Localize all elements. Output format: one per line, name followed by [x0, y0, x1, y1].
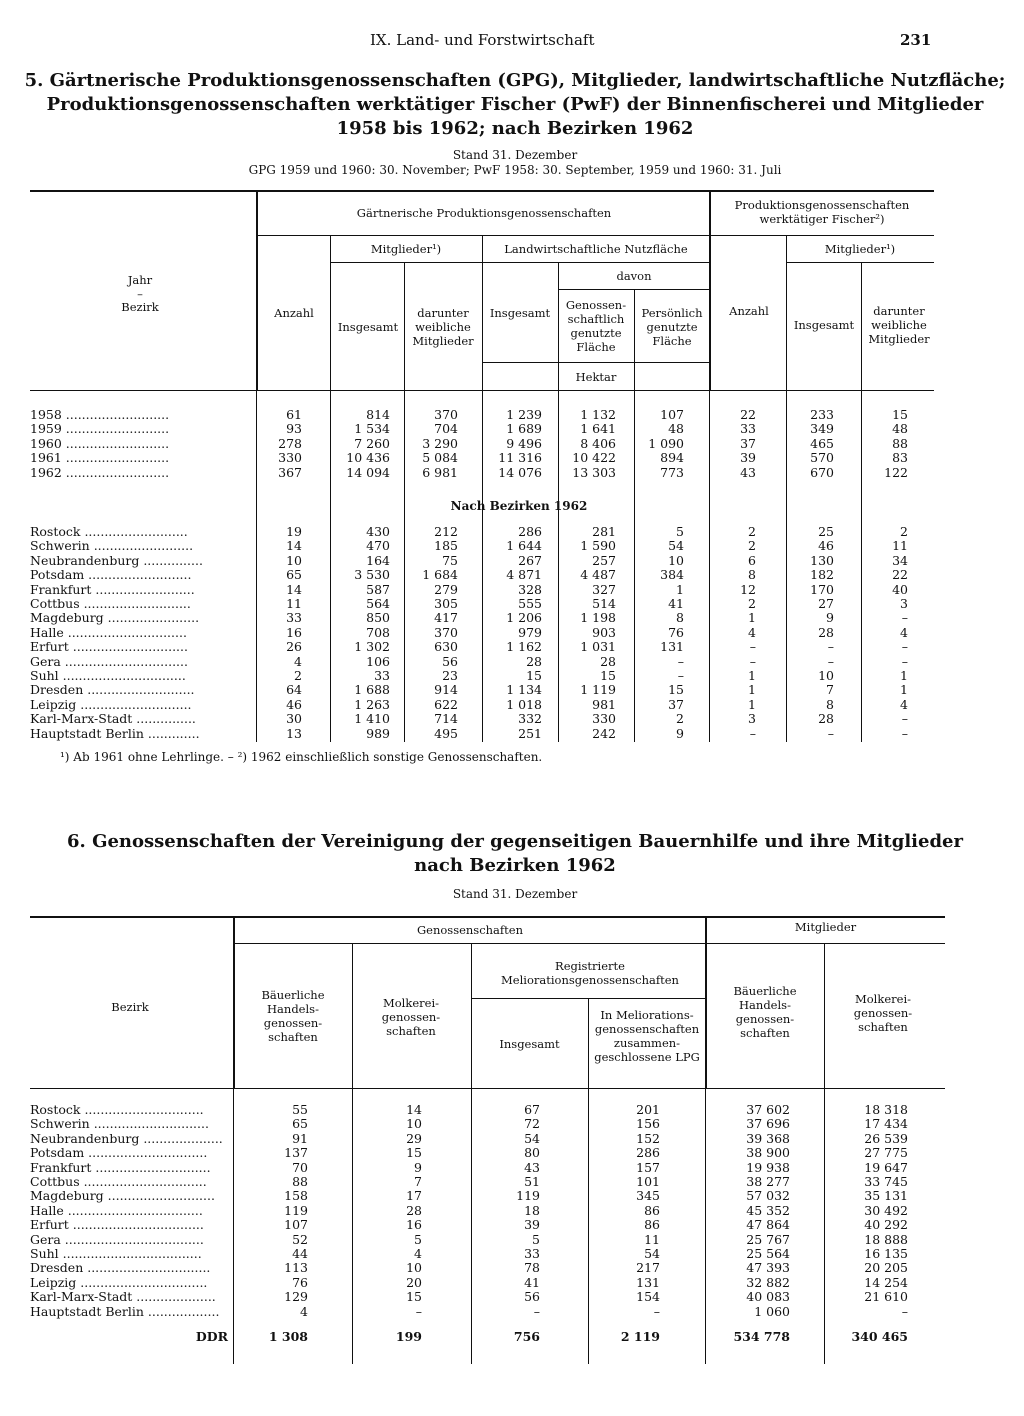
rule: [30, 1088, 945, 1089]
rule: [234, 916, 235, 1088]
col-molkerei: 14 10 29 15 9 7 17 28 16 5 4 10 20 15 –: [406, 1102, 422, 1319]
total-mitglieder-bhg: 534 778: [733, 1329, 790, 1344]
header-mitglieder-bhg: Bäuerliche Handels-genossen-schaften: [733, 984, 797, 1040]
year-col-persoenlich: 107 48 1 090 894 773: [648, 407, 684, 480]
year-col-pwf-weiblich: 15 48 88 83 122: [884, 407, 908, 480]
header-hektar: Hektar: [575, 370, 617, 384]
bezirk-col-pwf-anzahl: 2 2 6 8 12 2 1 4 – – 1 1 1 3 –: [740, 524, 756, 741]
rule: [30, 190, 934, 192]
header-gpg: Gärtnerische Produktionsgenossenschaften: [356, 206, 612, 220]
header-insgesamt: Insgesamt: [337, 320, 399, 334]
year-col-weiblich: 370 704 3 290 5 084 6 981: [422, 407, 458, 480]
header-pwf: Produktionsgenossenschaften werktätiger Fischer²): [734, 198, 910, 226]
bezirk-col-persoenlich: 5 54 10 384 1 41 8 76 131 – – 15 37 2 9: [660, 524, 684, 741]
bezirk-col-anzahl: 19 14 10 65 14 11 33 16 26 4 2 64 46 30 13: [286, 524, 302, 741]
col-melio-insgesamt: 67 72 54 80 43 51 119 18 39 5 33 78 41 56 –: [516, 1102, 540, 1319]
rule: [588, 998, 589, 1364]
bezirk-col-genossen: 281 1 590 257 4 487 327 514 1 198 903 1 031 28 15 1 119 981 330 242: [580, 524, 616, 741]
year-col-pwf-insgesamt: 233 349 465 570 670: [810, 407, 834, 480]
bezirk-col-weiblich: 212 185 75 1 684 279 305 417 370 630 56 23 914 622 714 495: [422, 524, 458, 741]
header-genossenschaften: Genossenschaften: [416, 923, 524, 937]
col-melio-lpg: 201 156 152 286 157 101 345 86 86 11 54 217 131 154 –: [636, 1102, 660, 1319]
rule: [257, 190, 258, 390]
year-labels: 1958 .......................... 1959 .......................... 1960 .......................... 1961 .......................... 1962 ..........................: [30, 408, 170, 480]
bezirk-col-mitglieder: 430 470 164 3 530 587 564 850 708 1 302 106 33 1 688 1 263 1 410 989: [354, 524, 390, 741]
header-davon: davon: [616, 269, 652, 283]
header-persoenlich: Persönlich genutzte Fläche: [641, 306, 703, 348]
bezirk-col-pwf-insgesamt: 25 46 130 182 170 27 9 28 – – 10 7 8 28 –: [810, 524, 834, 741]
table6-stand: Stand 31. Dezember: [452, 887, 578, 901]
total-molkerei: 199: [395, 1329, 422, 1344]
year-col-anzahl: 61 93 278 330 367: [278, 407, 302, 480]
rule: [786, 235, 787, 742]
header-pwf-insgesamt: Insgesamt: [793, 318, 855, 332]
table5-title-line1: 5. Gärtnerische Produktionsgenossenschaften (GPG), Mitglieder, landwirtschaftliche Nutzfläche;: [24, 70, 1006, 91]
bezirk-col-lnf: 286 1 644 267 4 871 328 555 1 206 979 1 162 28 15 1 134 1 018 332 251: [506, 524, 542, 741]
header-pwf-darunter: darunter weibliche Mitglieder: [868, 304, 930, 346]
total-melio-insgesamt: 756: [513, 1329, 540, 1344]
bezirk-col-pwf-weiblich: 2 11 34 22 40 3 – 4 – – 1 1 4 – –: [892, 524, 908, 741]
year-col-mitglieder: 814 1 534 7 260 10 436 14 094: [346, 407, 390, 480]
col-bhg: 55 65 91 137 70 88 158 119 107 52 44 113 76 129 4: [284, 1102, 308, 1319]
col-mitglieder-bhg: 37 602 37 696 39 368 38 900 19 938 38 277 57 032 45 352 47 864 25 767 25 564 47 393 32 882 40 083 1 060: [746, 1102, 790, 1319]
bezirke-heading: Nach Bezirken 1962: [450, 499, 588, 513]
table5-title-line3: 1958 bis 1962; nach Bezirken 1962: [336, 118, 694, 139]
header-molkerei: Molkerei-genossen-schaften: [381, 996, 441, 1038]
year-col-lnf: 1 239 1 689 9 496 11 316 14 076: [498, 407, 542, 480]
page-number: 231: [900, 31, 932, 49]
year-col-genossen: 1 132 1 641 8 406 10 422 13 303: [572, 407, 616, 480]
header-in-melio: In Meliorations-genossenschaften zusammen-geschlossene LPG: [594, 1008, 700, 1064]
rule: [706, 916, 707, 1088]
running-header: IX. Land- und Forstwirtschaft: [370, 31, 595, 49]
rule: [710, 190, 711, 390]
rule: [30, 916, 945, 918]
stub-dash: –: [137, 287, 143, 301]
rule: [824, 943, 825, 1364]
stub-jahr: Jahr: [127, 273, 153, 287]
header-mitglieder: Mitglieder¹): [370, 242, 442, 256]
bezirk-labels: Rostock .......................... Schwerin ......................... Neubrandenburg ............... Potsdam .......................... Frankfurt ......................... Cottbus ........................... Magdeburg ....................... Halle .............................. Erfurt ............................. Gera ............................... Suhl ............................... Dresden ........................... Leipzig ............................ Karl-Marx-Stadt ............... Hauptstadt Berlin .............: [30, 525, 203, 741]
col-mitglieder-molkerei: 18 318 17 434 26 539 27 775 19 647 33 745 35 131 30 492 40 292 18 888 16 135 20 205 14 254 21 610 –: [864, 1102, 908, 1319]
header-bezirk: Bezirk: [111, 1000, 149, 1014]
rule: [330, 235, 331, 742]
rule: [330, 262, 710, 263]
header-lnf-insgesamt: Insgesamt: [489, 306, 551, 320]
header-pwf-anzahl: Anzahl: [729, 304, 769, 318]
rule: [861, 262, 862, 742]
header-pwf-mitglieder: Mitglieder¹): [824, 242, 896, 256]
table6-title-line1: 6. Genossenschaften der Vereinigung der gegenseitigen Bauernhilfe und ihre Mitglieder: [67, 831, 963, 852]
stub-bezirk: Bezirk: [121, 300, 159, 314]
rule: [482, 235, 483, 742]
header-lnf: Landwirtschaftliche Nutzfläche: [504, 242, 688, 256]
rule: [634, 289, 635, 742]
table5-title-line2: Produktionsgenossenschaften werktätiger Fischer (PwF) der Binnenfischerei und Mitglieder: [46, 94, 984, 115]
header-melio: Registrierte Meliorationsgenossenschaften: [501, 959, 679, 987]
rule: [482, 362, 710, 363]
header-genossen: Genossen-schaftlich genutzte Fläche: [565, 298, 627, 354]
total-bhg: 1 308: [268, 1329, 308, 1344]
header-anzahl: Anzahl: [274, 306, 314, 320]
table5-stand: Stand 31. Dezember: [452, 148, 578, 162]
rule: [258, 235, 710, 236]
year-col-pwf-anzahl: 22 33 37 39 43: [740, 407, 756, 480]
header-darunter: darunter weibliche Mitglieder: [412, 306, 474, 348]
total-mitglieder-molkerei: 340 465: [851, 1329, 908, 1344]
header-mitglieder: Mitglieder: [794, 920, 857, 934]
table5-stand-detail: GPG 1959 und 1960: 30. November; PwF 1958: 30. September, 1959 und 1960: 31. Juli: [248, 163, 782, 177]
rule: [710, 235, 934, 236]
rule: [471, 943, 472, 1364]
header-insgesamt: Insgesamt: [499, 1037, 560, 1051]
rule: [234, 943, 706, 944]
header-mitglieder-molkerei: Molkerei-genossen-schaften: [853, 992, 913, 1034]
bezirk-labels: Rostock .............................. Schwerin ............................. Neubrandenburg .................... Potsdam .............................. Frankfurt ............................. Cottbus ............................... Magdeburg ........................... Halle .................................. Erfurt ................................. Gera ................................... Suhl ................................... Dresden ............................... Leipzig ................................ Karl-Marx-Stadt .................... Hauptstadt Berlin ..................: [30, 1103, 223, 1319]
table6-title-line2: nach Bezirken 1962: [414, 855, 616, 876]
rule: [352, 943, 353, 1364]
rule: [706, 943, 945, 944]
total-melio-lpg: 2 119: [620, 1329, 660, 1344]
total-label: DDR: [195, 1329, 228, 1344]
header-bhg: Bäuerliche Handels-genossen-schaften: [261, 988, 325, 1044]
table5-footnote: ¹) Ab 1961 ohne Lehrlinge. – ²) 1962 einschließlich sonstige Genossenschaften.: [60, 750, 543, 764]
